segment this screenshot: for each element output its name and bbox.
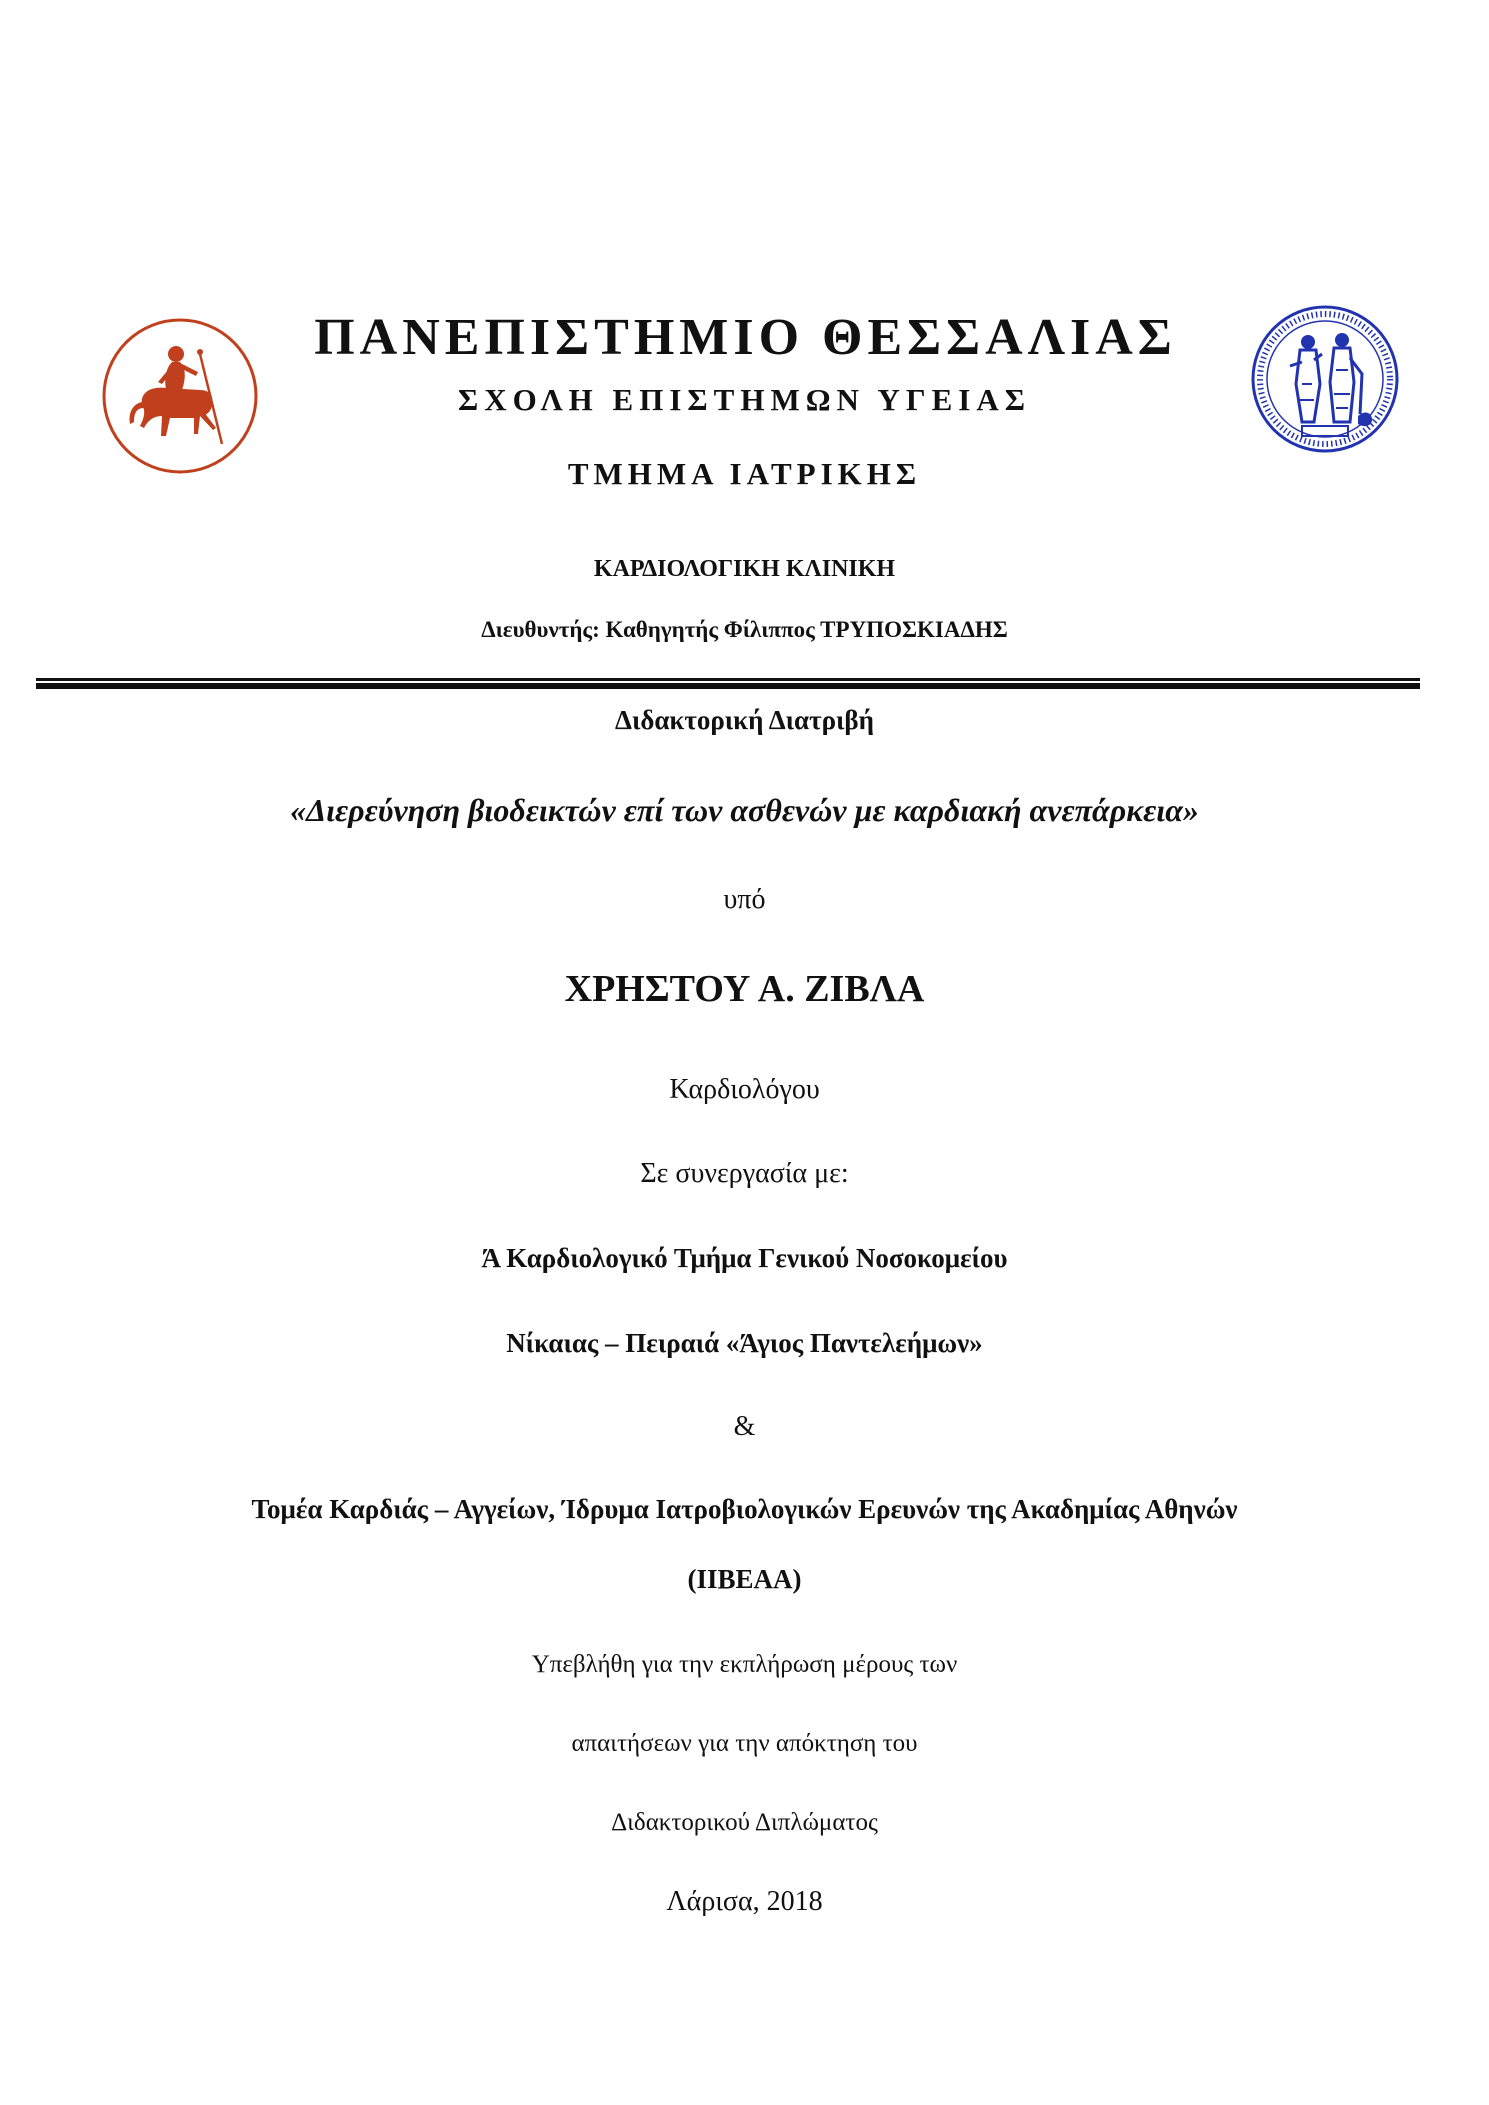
thesis-title: «Διερεύνηση βιοδεικτών επί των ασθενών με καρδιακή ανεπάρκεια» (290, 792, 1199, 828)
institution-1-line-1: Ά Καρδιολογικό Τμήμα Γενικού Νοσοκομείου (481, 1243, 1008, 1273)
by-label: υπό (723, 884, 766, 915)
header-divider-thick (36, 683, 1420, 689)
clinic-name: ΚΑΡΔΙΟΛΟΓΙΚΗ ΚΛΙΝΙΚΗ (593, 556, 896, 582)
collaboration-label: Σε συνεργασία με: (640, 1158, 849, 1189)
header-divider-thin (36, 678, 1420, 681)
institution-2-line-1: Τομέα Καρδιάς – Αγγείων, Ίδρυμα Ιατροβιολογικών Ερευνών της Ακαδημίας Αθηνών (251, 1494, 1238, 1524)
submission-line-3: Διδακτορικού Διπλώματος (611, 1809, 878, 1836)
author-profession: Καρδιολόγου (669, 1074, 820, 1105)
school-name: ΣΧΟΛΗ ΕΠΙΣΤΗΜΩΝ ΥΓΕΙΑΣ (457, 382, 1032, 417)
ampersand: & (733, 1411, 756, 1442)
author-name: ΧΡΗΣΤΟΥ Α. ΖΙΒΛΑ (564, 968, 925, 1010)
place-and-date: Λάρισα, 2018 (666, 1886, 823, 1917)
thesis-type: Διδακτορική Διατριβή (615, 705, 874, 735)
university-name: ΠΑΝΕΠΙΣΤΗΜΙΟ ΘΕΣΣΑΛΙΑΣ (314, 309, 1177, 366)
department-name: ΤΜΗΜΑ ΙΑΤΡΙΚΗΣ (567, 456, 922, 491)
institution-2-line-2: (ΙΙΒΕΑΑ) (687, 1564, 802, 1594)
institution-1-line-2: Νίκαιας – Πειραιά «Άγιος Παντελεήμων» (506, 1328, 983, 1358)
director-line: Διευθυντής: Καθηγητής Φίλιππος ΤΡΥΠΟΣΚΙΑΔΗΣ (481, 617, 1008, 642)
submission-line-1: Υπεβλήθη για την εκπλήρωση μέρους των (531, 1651, 958, 1678)
submission-line-2: απαιτήσεων για την απόκτηση του (571, 1730, 918, 1757)
